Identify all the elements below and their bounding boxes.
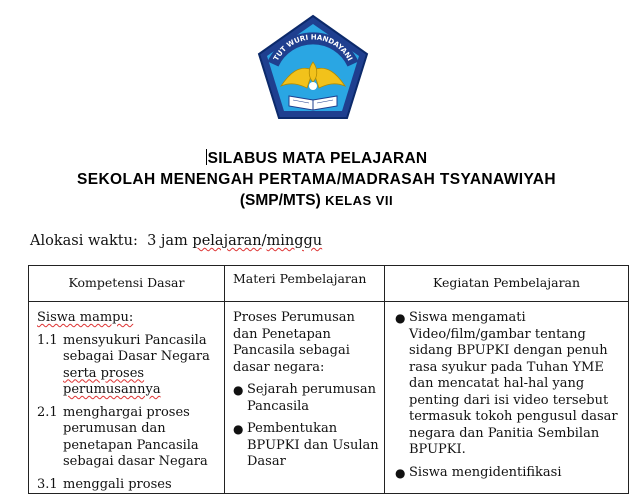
bullet-icon: ● [395, 311, 406, 325]
title-line-3-main: (SMP/MTS) [239, 192, 321, 209]
table-header-row [29, 266, 629, 302]
cell-kompetensi-dasar [29, 302, 225, 494]
title-kelas: KELAS VII [325, 193, 394, 208]
document-title [0, 148, 633, 212]
alokasi-waktu [30, 233, 322, 249]
list-item: ● Siswa mengamati Video/film/gambar tentang sidang BPUPKI dengan penuh rasa syukur pada Tuhan YME dan mencatat hal-hal yang penting dari isi video tersebut termasuk tokoh pengusul dasar negara dan Panitia Sembilan BPUPKI. [395, 310, 618, 457]
list-item: 3.1 menggali proses [37, 476, 172, 492]
bullet-icon: ● [233, 422, 244, 436]
title-line-1: SILABUS MATA PELAJARAN [207, 150, 428, 167]
alokasi-sep: / [261, 233, 267, 249]
alokasi-num: 3 jam [147, 233, 188, 249]
alokasi-unit-b: minggu [266, 233, 323, 249]
bullet-icon: ● [395, 465, 406, 480]
header-kegiatan-pembelajaran: Kegiatan Pembelajaran [385, 266, 629, 302]
kd-intro: Siswa mampu: [37, 310, 134, 325]
materi-intro: Proses Perumusan dan Penetapan Pancasila sebagai dasar negara: [233, 310, 355, 375]
logo-emblem-icon [255, 12, 371, 124]
silabus-table [28, 265, 629, 494]
title-line-2: SEKOLAH MENENGAH PERTAMA/MADRASAH TSYANAWIYAH [76, 171, 556, 188]
cell-kegiatan-pembelajaran [385, 302, 629, 494]
alokasi-unit-a: pelajaran [192, 233, 262, 249]
table-row [29, 302, 629, 494]
logo-text: TUT WURI HANDAYANI [272, 33, 354, 63]
list-item: ● Pembentukan BPUPKI dan Usulan Dasar [233, 421, 379, 469]
list-item: ● Sejarah perumusan Pancasila [233, 382, 376, 414]
bullet-icon: ● [233, 383, 244, 397]
alokasi-label: Alokasi waktu: [30, 233, 138, 249]
header-materi-pembelajaran: Materi Pembelajaran [225, 266, 385, 302]
header-kompetensi-dasar: Kompetensi Dasar [29, 266, 225, 302]
list-item: ● Siswa mengidentifikasi [395, 464, 562, 480]
text-cursor [206, 149, 207, 165]
list-item: 2.1 menghargai proses perumusan dan penetapan Pancasila sebagai dasar Negara [37, 404, 208, 469]
cell-materi-pembelajaran [225, 302, 385, 494]
list-item: 1.1 mensyukuri Pancasila sebagai Dasar Negara serta proses perumusannya [37, 332, 210, 397]
tut-wuri-handayani-logo [255, 12, 371, 124]
